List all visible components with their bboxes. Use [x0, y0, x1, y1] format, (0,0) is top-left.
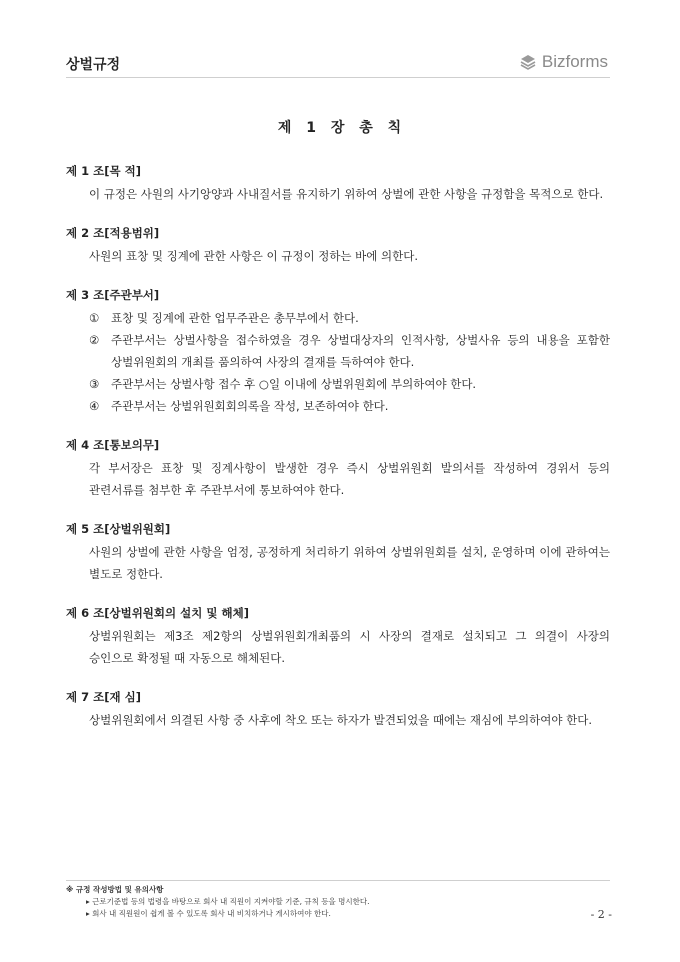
article-7 [66, 690, 610, 731]
article-body: 상벌위원회에서 의결된 사항 중 사후에 착오 또는 하자가 발견되었을 때에는 재심에 부의하여야 한다. [89, 713, 592, 727]
article-heading: 제 4 조[통보의무] [66, 438, 160, 452]
article-heading: 제 3 조[주관부서] [66, 288, 160, 302]
article-body: 이 규정은 사원의 사기앙양과 사내질서를 유지하기 위하여 상벌에 관한 사항을 규정함을 목적으로 한다. [89, 187, 604, 201]
article-body: 사원의 상벌에 관한 사항을 엄정, 공정하게 처리하기 위하여 상벌위원회를 설치, 운영하며 이에 관하여는 별도로 정한다. [89, 545, 610, 581]
article-body: 각 부서장은 표창 및 징계사항이 발생한 경우 즉시 상벌위원회 발의서를 작성하여 경위서 등의 관련서류를 첨부한 후 주관부서에 통보하여야 한다. [89, 461, 610, 497]
item-number: ② [89, 333, 100, 347]
article-1 [66, 164, 610, 205]
header-divider [66, 77, 610, 78]
article-5 [66, 522, 610, 585]
note-item: ▸ 회사 내 직원원이 쉽게 볼 수 있도록 회사 내 비치하거나 게시하여야 한다. [86, 909, 331, 918]
article-heading: 제 1 조[목 적] [66, 164, 141, 178]
stacked-layers-icon [519, 53, 537, 71]
article-2 [66, 226, 610, 267]
article-body: 상벌위원회는 제3조 제2항의 상벌위원회개최품의 시 사장의 결재로 설치되고 그 의결이 사장의 승인으로 확정될 때 자동으로 해체된다. [89, 629, 610, 665]
footer-notes [66, 884, 369, 920]
item-number: ③ [89, 377, 100, 391]
note-item: ▸ 근로기준법 등의 법령을 바탕으로 회사 내 직원이 지켜야할 기준, 규칙 등을 명시한다. [86, 897, 370, 906]
item-text: 주관부서는 상벌사항을 접수하였을 경우 상벌대상자의 인적사항, 상벌사유 등의 내용을 포함한 상벌위원회의 개최를 품의하여 사장의 결재를 득하여야 한다. [111, 333, 610, 369]
article-item [89, 329, 610, 373]
page-number: - 2 - [590, 908, 612, 921]
article-6 [66, 606, 610, 669]
article-heading: 제 2 조[적용범위] [66, 226, 160, 240]
article-item [89, 307, 610, 329]
footer-divider [66, 880, 610, 881]
article-3 [66, 288, 610, 417]
article-item [89, 373, 610, 395]
document-title: 상벌규정 [66, 57, 121, 73]
article-4 [66, 438, 610, 501]
article-heading: 제 5 조[상벌위원회] [66, 522, 171, 536]
article-heading: 제 6 조[상벌위원회의 설치 및 해체] [66, 606, 249, 620]
item-text: 표창 및 징계에 관한 업무주관은 총무부에서 한다. [111, 311, 359, 325]
brand-logo [519, 52, 608, 72]
chapter-title: 제 1 장 총 칙 [277, 120, 403, 136]
item-number: ① [89, 311, 100, 325]
item-number: ④ [89, 399, 100, 413]
item-text: 주관부서는 상벌위원회회의록을 작성, 보존하여야 한다. [111, 399, 389, 413]
brand-name: Bizforms [541, 52, 608, 71]
article-list [66, 164, 610, 752]
item-text: 주관부서는 상벌사항 접수 후 ○일 이내에 상벌위원회에 부의하여야 한다. [111, 377, 477, 391]
article-heading: 제 7 조[재 심] [66, 690, 141, 704]
article-item [89, 395, 610, 417]
article-body: 사원의 표창 및 징계에 관한 사항은 이 규정이 정하는 바에 의한다. [89, 249, 419, 263]
notes-title: ※ 규정 작성방법 및 유의사항 [66, 885, 164, 894]
